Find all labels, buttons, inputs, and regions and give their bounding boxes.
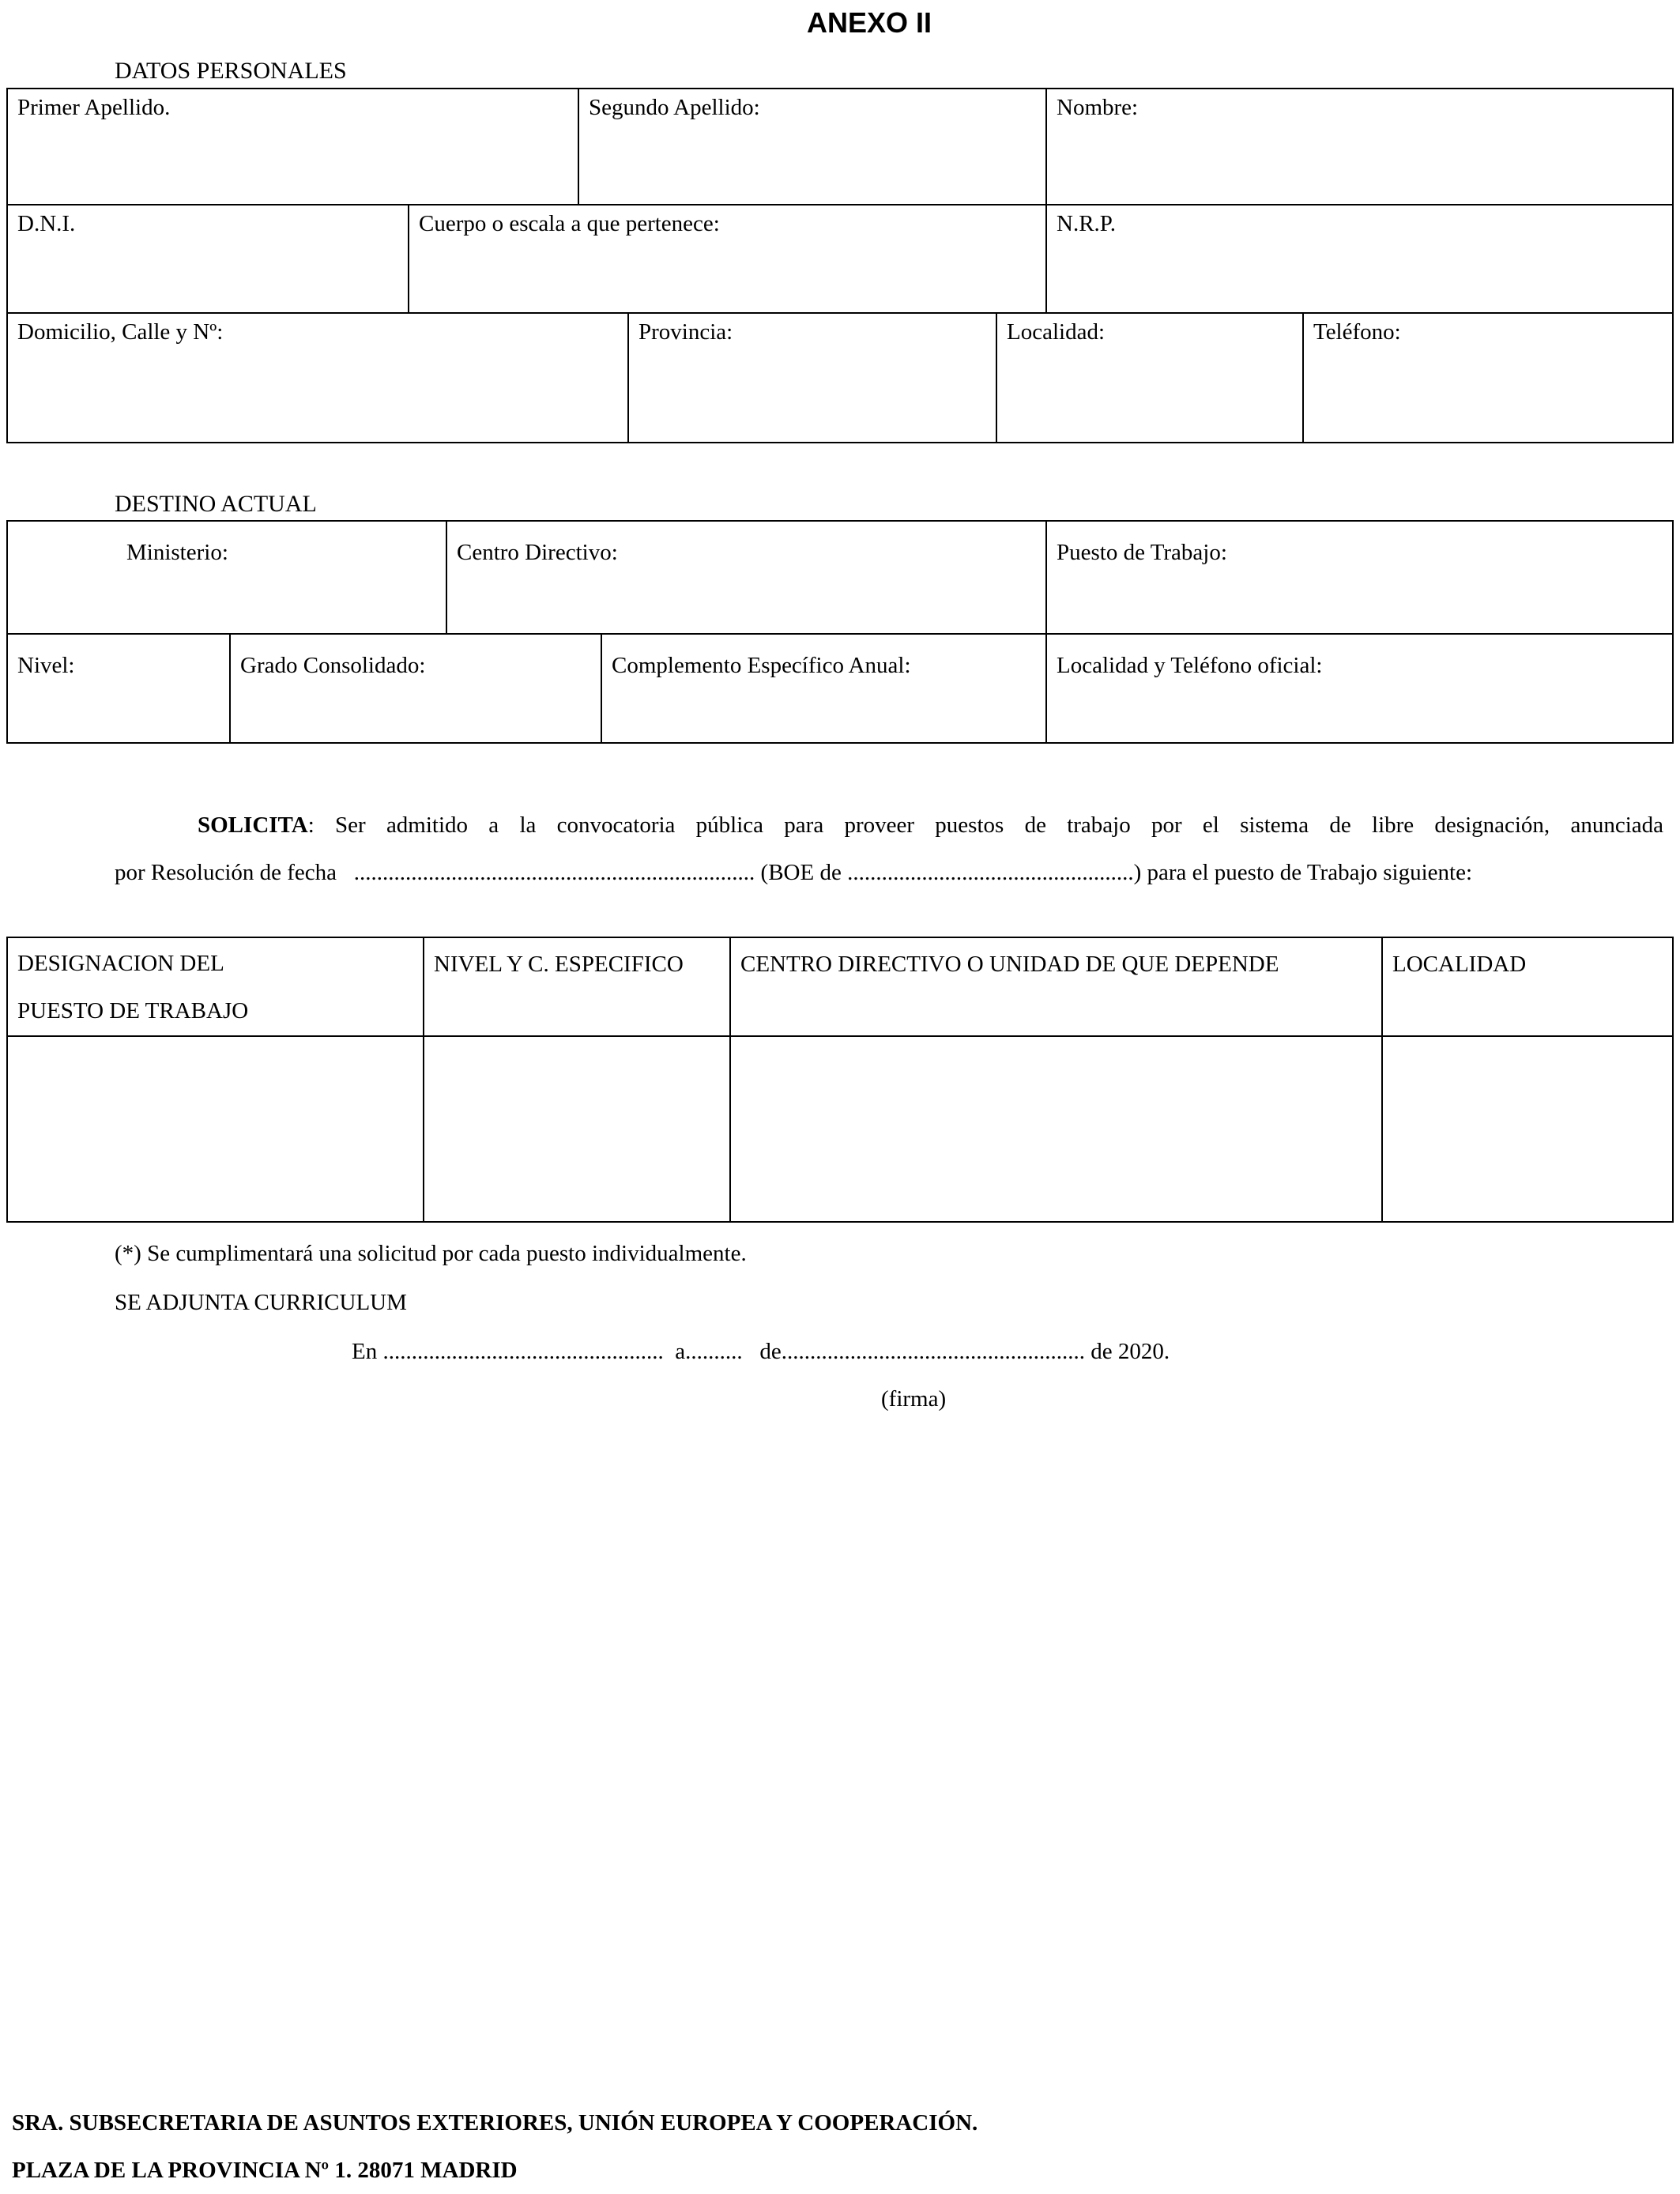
solicita-text-1: : Ser admitido a la convocatoria pública para proveer puestos de trabajo por el sistema de libre designación, anunciada — [307, 812, 1663, 838]
field-telefono[interactable] — [1304, 314, 1672, 442]
solicita-line-1 — [115, 801, 1663, 849]
header-text: NIVEL Y C. ESPECIFICO — [434, 952, 684, 977]
field-centro-directivo[interactable] — [447, 522, 1047, 635]
destino-actual-form — [6, 520, 1674, 744]
field-ministerio[interactable] — [8, 522, 447, 635]
field-domicilio[interactable] — [8, 314, 629, 442]
table-cell-localidad[interactable] — [1383, 1037, 1672, 1221]
header-text: CENTRO DIRECTIVO O UNIDAD DE QUE DEPENDE — [740, 952, 1279, 977]
field-grado-consolidado[interactable] — [231, 635, 602, 742]
field-label: Nombre: — [1057, 95, 1139, 120]
field-provincia[interactable] — [629, 314, 997, 442]
field-label: Segundo Apellido: — [589, 95, 760, 120]
firma-label: (firma) — [881, 1386, 947, 1412]
field-segundo-apellido[interactable] — [579, 89, 1047, 205]
section-label-destino-actual: DESTINO ACTUAL — [115, 491, 317, 517]
table-header-nivel — [424, 938, 731, 1037]
field-nivel[interactable] — [8, 635, 231, 742]
table-cell-designacion[interactable] — [8, 1037, 424, 1221]
table-header-designacion — [8, 938, 424, 1037]
solicita-line-2: por Resolución de fecha ...................................................................... (BOE de ..................................................) para el puesto de Trabajo siguiente: — [115, 860, 1473, 885]
field-label: Grado Consolidado: — [240, 653, 426, 678]
field-nombre[interactable] — [1047, 89, 1672, 205]
section-label-datos-personales: DATOS PERSONALES — [115, 58, 347, 84]
field-label: Complemento Específico Anual: — [612, 653, 911, 678]
table-cell-centro-directivo[interactable] — [731, 1037, 1383, 1221]
field-label: Localidad y Teléfono oficial: — [1057, 653, 1323, 678]
header-text: DESIGNACION DEL — [17, 951, 224, 976]
puestos-table — [6, 937, 1674, 1223]
field-primer-apellido[interactable] — [8, 89, 579, 205]
field-cuerpo-escala[interactable] — [409, 205, 1047, 314]
footer-addressee: SRA. SUBSECRETARIA DE ASUNTOS EXTERIORES, UNIÓN EUROPEA Y COOPERACIÓN. — [12, 2110, 978, 2136]
page-title: ANEXO II — [806, 6, 932, 39]
field-complemento-especifico[interactable] — [602, 635, 1047, 742]
field-label: Localidad: — [1007, 319, 1106, 345]
field-label: Nivel: — [17, 653, 75, 678]
field-label: Cuerpo o escala a que pertenece: — [419, 211, 720, 236]
field-puesto-trabajo[interactable] — [1047, 522, 1672, 635]
field-label: Centro Directivo: — [457, 540, 618, 565]
adjunta-curriculum: SE ADJUNTA CURRICULUM — [115, 1290, 407, 1315]
date-line: En ................................................. a.......... de..................................................... de 2020. — [352, 1339, 1170, 1364]
note-solicitud: (*) Se cumplimentará una solicitud por cada puesto individualmente. — [115, 1241, 747, 1266]
field-dni[interactable] — [8, 205, 409, 314]
footer-address: PLAZA DE LA PROVINCIA Nº 1. 28071 MADRID — [12, 2158, 518, 2183]
solicita-paragraph — [115, 801, 1663, 896]
field-nrp[interactable] — [1047, 205, 1672, 314]
field-label: Puesto de Trabajo: — [1057, 540, 1227, 565]
field-localidad-telefono-oficial[interactable] — [1047, 635, 1672, 742]
personal-data-form — [6, 88, 1674, 443]
header-text: PUESTO DE TRABAJO — [17, 998, 249, 1023]
field-label: Teléfono: — [1313, 319, 1401, 345]
field-label: D.N.I. — [17, 211, 76, 236]
table-cell-nivel[interactable] — [424, 1037, 731, 1221]
field-label: N.R.P. — [1057, 211, 1116, 236]
field-label: Provincia: — [638, 319, 733, 345]
table-header-centro-directivo — [731, 938, 1383, 1037]
header-text: LOCALIDAD — [1392, 952, 1527, 977]
solicita-keyword: SOLICITA — [198, 812, 308, 838]
field-label: Primer Apellido. — [17, 95, 171, 120]
table-header-localidad — [1383, 938, 1672, 1037]
field-label: Ministerio: — [126, 540, 228, 565]
field-label: Domicilio, Calle y Nº: — [17, 319, 224, 345]
field-localidad[interactable] — [997, 314, 1304, 442]
